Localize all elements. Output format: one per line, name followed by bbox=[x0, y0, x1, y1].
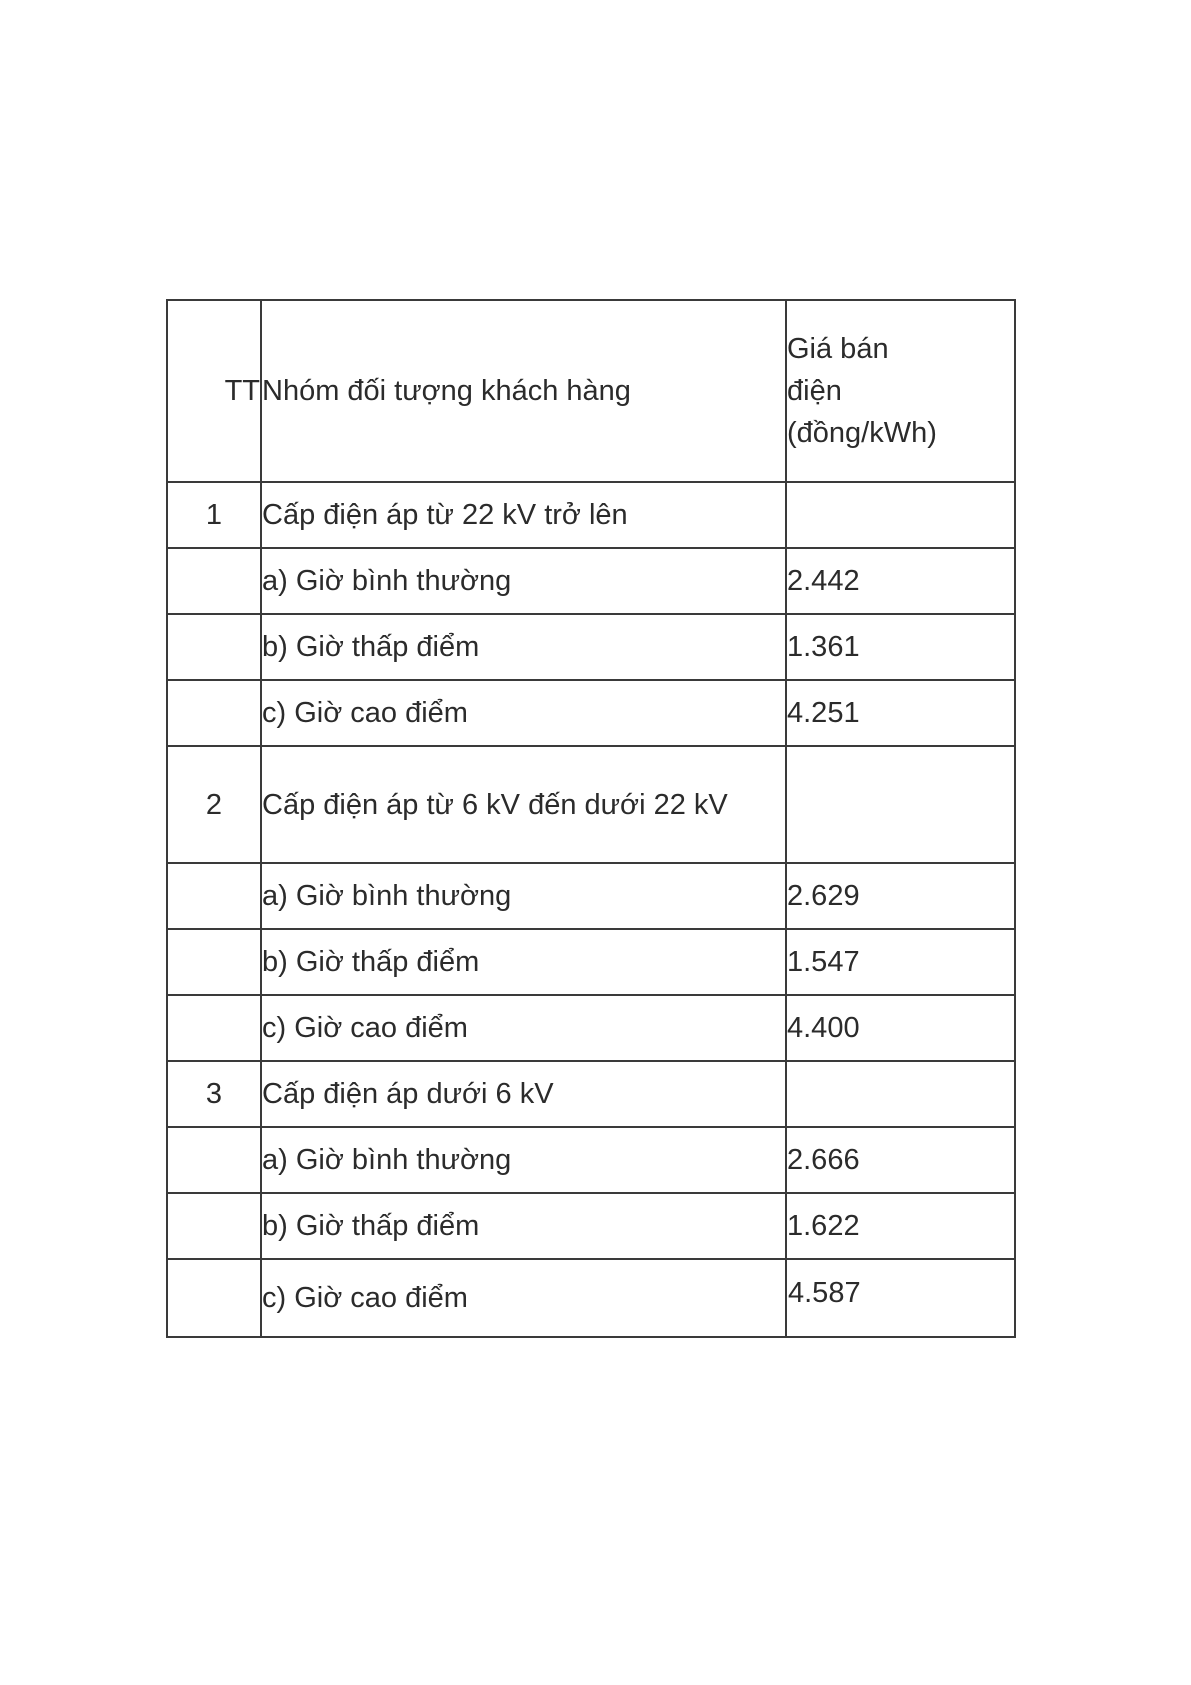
row-price: 2.629 bbox=[786, 863, 1015, 929]
row-group: a) Giờ bình thường bbox=[261, 548, 786, 614]
header-price-line: điện bbox=[787, 375, 842, 407]
row-group: b) Giờ thấp điểm bbox=[261, 1193, 786, 1259]
row-group: b) Giờ thấp điểm bbox=[261, 614, 786, 680]
row-price bbox=[786, 482, 1015, 548]
header-tt: TT bbox=[167, 300, 261, 482]
table-row bbox=[167, 680, 1015, 746]
table-row bbox=[167, 614, 1015, 680]
table-row bbox=[167, 863, 1015, 929]
row-tt: 3 bbox=[167, 1061, 261, 1127]
header-price bbox=[786, 300, 1015, 482]
table-row bbox=[167, 482, 1015, 548]
table-row bbox=[167, 1061, 1015, 1127]
row-group: a) Giờ bình thường bbox=[261, 863, 786, 929]
row-price: 2.442 bbox=[786, 548, 1015, 614]
row-group: b) Giờ thấp điểm bbox=[261, 929, 786, 995]
row-tt bbox=[167, 1193, 261, 1259]
row-group: Cấp điện áp dưới 6 kV bbox=[261, 1061, 786, 1127]
price-table-container bbox=[166, 299, 1014, 1338]
row-price: 2.666 bbox=[786, 1127, 1015, 1193]
row-tt bbox=[167, 929, 261, 995]
row-tt bbox=[167, 614, 261, 680]
row-tt bbox=[167, 1259, 261, 1337]
row-tt: 2 bbox=[167, 746, 261, 863]
row-group: c) Giờ cao điểm bbox=[261, 680, 786, 746]
row-price bbox=[786, 746, 1015, 863]
row-price: 1.547 bbox=[786, 929, 1015, 995]
row-group: Cấp điện áp từ 6 kV đến dưới 22 kV bbox=[261, 746, 786, 863]
row-price bbox=[786, 1061, 1015, 1127]
row-group: c) Giờ cao điểm bbox=[261, 1259, 786, 1337]
row-tt bbox=[167, 548, 261, 614]
header-customer-group: Nhóm đối tượng khách hàng bbox=[261, 300, 786, 482]
row-group: a) Giờ bình thường bbox=[261, 1127, 786, 1193]
table-row bbox=[167, 1193, 1015, 1259]
row-price: 1.361 bbox=[786, 614, 1015, 680]
table-row bbox=[167, 746, 1015, 863]
row-price: 1.622 bbox=[786, 1193, 1015, 1259]
table-header-row bbox=[167, 300, 1015, 482]
row-tt: 1 bbox=[167, 482, 261, 548]
table-row bbox=[167, 1127, 1015, 1193]
row-price: 4.251 bbox=[786, 680, 1015, 746]
table-row bbox=[167, 929, 1015, 995]
row-tt bbox=[167, 995, 261, 1061]
row-price: 4.400 bbox=[786, 995, 1015, 1061]
row-group: Cấp điện áp từ 22 kV trở lên bbox=[261, 482, 786, 548]
row-tt bbox=[167, 1127, 261, 1193]
header-price-line: Giá bán bbox=[787, 333, 889, 365]
header-price-line: (đồng/kWh) bbox=[787, 417, 937, 449]
row-tt bbox=[167, 863, 261, 929]
row-group: c) Giờ cao điểm bbox=[261, 995, 786, 1061]
table-row bbox=[167, 1259, 1015, 1337]
electricity-price-table bbox=[166, 299, 1016, 1338]
table-row bbox=[167, 995, 1015, 1061]
table-row bbox=[167, 548, 1015, 614]
row-tt bbox=[167, 680, 261, 746]
row-price: 4.587 bbox=[786, 1259, 1015, 1337]
